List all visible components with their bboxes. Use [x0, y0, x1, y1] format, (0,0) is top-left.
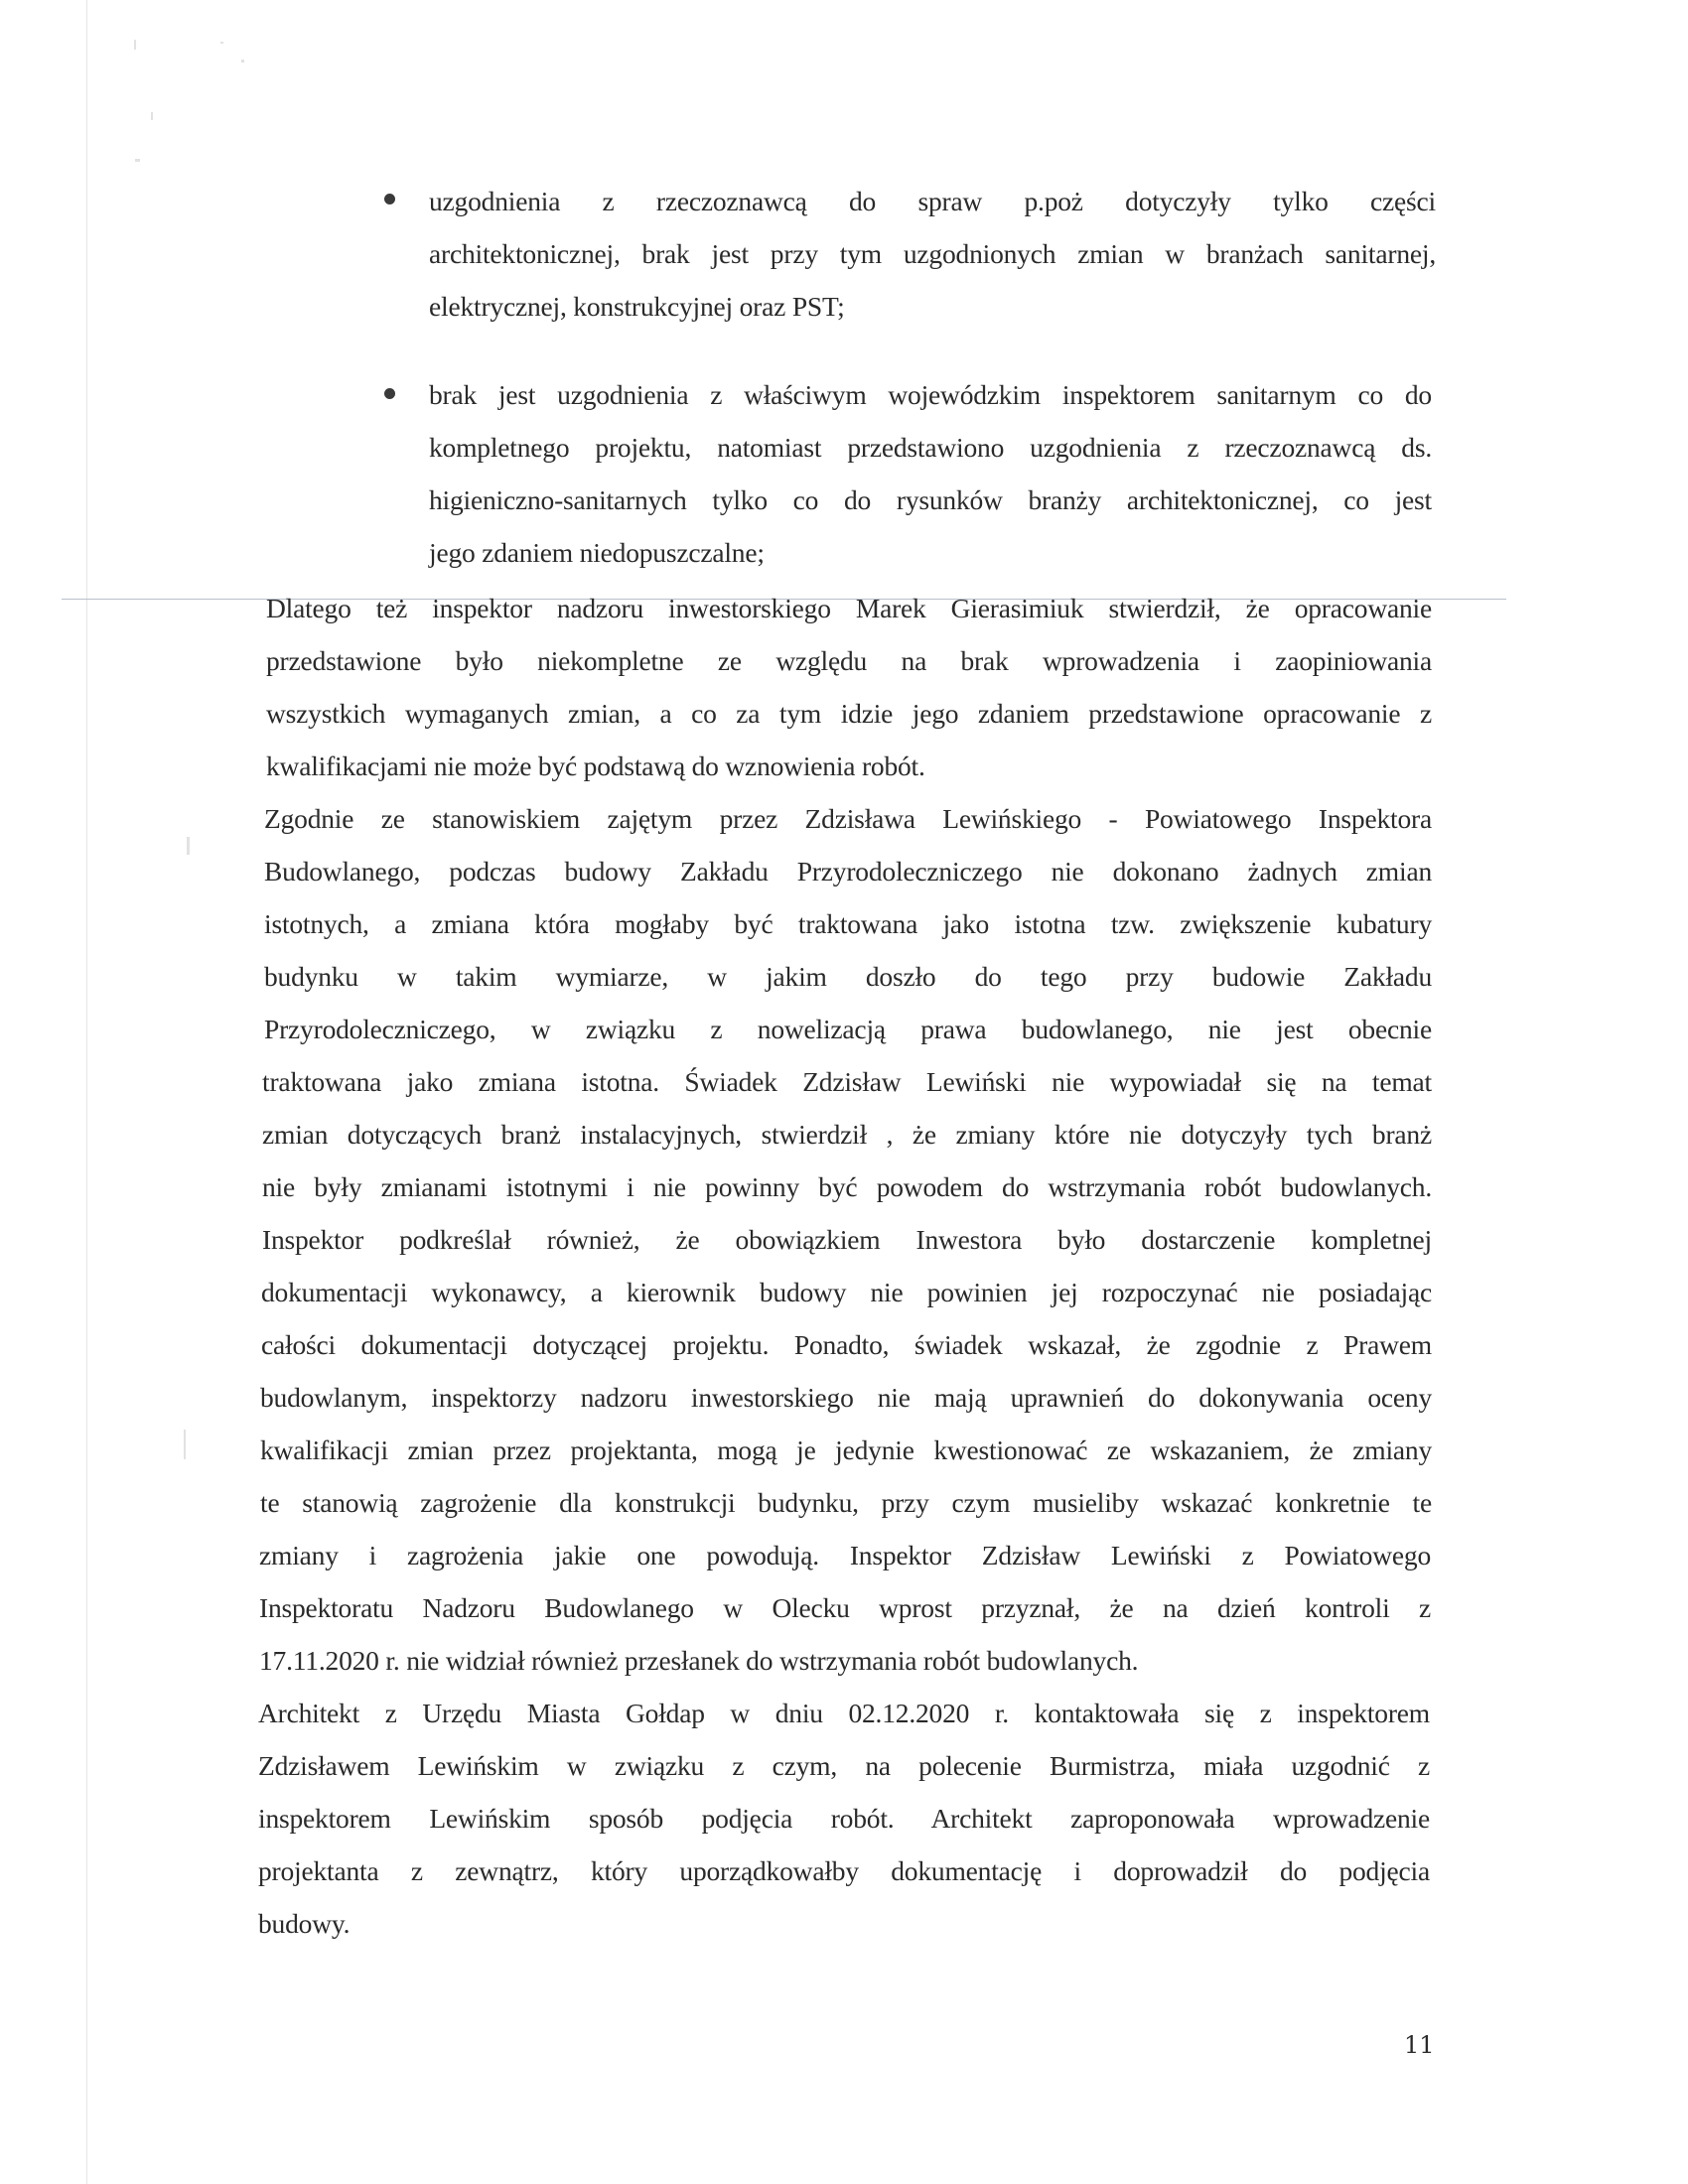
text-line: Inspektoratu Nadzoru Budowlanego w Olecku wprost przyznał, że na dzień kontroli z	[259, 1592, 1431, 1623]
text-line: Inspektor podkreślał również, że obowiązkiem Inwestora było dostarczenie kompletnej	[262, 1224, 1432, 1255]
text-line: Architekt z Urzędu Miasta Gołdap w dniu 02.12.2020 r. kontaktowała się z inspektorem	[258, 1698, 1430, 1728]
text-line: budowlanym, inspektorzy nadzoru inwestorskiego nie mają uprawnień do dokonywania oceny	[260, 1382, 1432, 1413]
text-line: Zgodnie ze stanowiskiem zajętym przez Zdzisława Lewińskiego - Powiatowego Inspektora	[264, 803, 1432, 834]
text-line: elektrycznej, konstrukcyjnej oraz PST;	[429, 291, 845, 322]
text-line: dokumentacji wykonawcy, a kierownik budowy nie powinien jej rozpoczynać nie posiadając	[261, 1277, 1432, 1307]
text-line: Zdzisławem Lewińskim w związku z czym, na polecenie Burmistrza, miała uzgodnić z	[258, 1750, 1430, 1781]
bullet-icon	[384, 388, 395, 399]
text-line: budynku w takim wymiarze, w jakim doszło do tego przy budowie Zakładu	[264, 961, 1432, 992]
text-line: brak jest uzgodnienia z właściwym wojewódzkim inspektorem sanitarnym co do	[429, 379, 1432, 410]
text-line: Przyrodoleczniczego, w związku z nowelizacją prawa budowlanego, nie jest obecnie	[264, 1014, 1432, 1044]
scan-speck	[134, 40, 136, 50]
text-line: projektanta z zewnątrz, który uporządkowałby dokumentację i doprowadził do podjęcia	[258, 1855, 1430, 1886]
text-line: jego zdaniem niedopuszczalne;	[429, 537, 765, 568]
text-line: kwalifikacjami nie może być podstawą do wznowienia robót.	[266, 751, 925, 781]
scan-speck	[135, 159, 140, 162]
text-line: kompletnego projektu, natomiast przedstawiono uzgodnienia z rzeczoznawcą ds.	[429, 432, 1432, 463]
text-line: Dlatego też inspektor nadzoru inwestorskiego Marek Gierasimiuk stwierdził, że opracowanie	[266, 593, 1432, 623]
bullet-icon	[384, 194, 395, 205]
text-line: całości dokumentacji dotyczącej projektu. Ponadto, świadek wskazał, że zgodnie z Prawem	[261, 1329, 1432, 1360]
text-line: 17.11.2020 r. nie widział również przesłanek do wstrzymania robót budowlanych.	[259, 1645, 1139, 1676]
text-line: kwalifikacji zmian przez projektanta, mogą je jedynie kwestionować ze wskazaniem, że zmiany	[260, 1434, 1432, 1465]
page-number: 11	[1404, 2031, 1435, 2059]
text-line: te stanowią zagrożenie dla konstrukcji budynku, przy czym musieliby wskazać konkretnie te	[260, 1487, 1432, 1518]
scan-speck	[187, 837, 190, 855]
text-line: uzgodnienia z rzeczoznawcą do spraw p.poż dotyczyły tylko części	[429, 186, 1436, 216]
scan-speck	[241, 60, 244, 63]
text-line: przedstawione było niekompletne ze względu na brak wprowadzenia i zaopiniowania	[266, 645, 1432, 676]
scan-speck	[220, 42, 223, 44]
text-line: higieniczno-sanitarnych tylko co do rysunków branży architektonicznej, co jest	[429, 484, 1432, 515]
scan-speck	[151, 112, 153, 120]
text-line: inspektorem Lewińskim sposób podjęcia robót. Architekt zaproponowała wprowadzenie	[258, 1803, 1430, 1834]
text-line: zmian dotyczących branż instalacyjnych, stwierdził , że zmiany które nie dotyczyły tych branż	[262, 1119, 1432, 1150]
text-line: architektonicznej, brak jest przy tym uzgodnionych zmian w branżach sanitarnej,	[429, 238, 1436, 269]
text-line: traktowana jako zmiana istotna. Świadek Zdzisław Lewiński nie wypowiadał się na temat	[262, 1066, 1432, 1097]
text-line: wszystkich wymaganych zmian, a co za tym idzie jego zdaniem przedstawione opracowanie z	[266, 698, 1432, 729]
text-line: Budowlanego, podczas budowy Zakładu Przyrodoleczniczego nie dokonano żadnych zmian	[264, 856, 1432, 887]
text-line: nie były zmianami istotnymi i nie powinny być powodem do wstrzymania robót budowlanych.	[262, 1171, 1432, 1202]
scan-speck	[184, 1430, 186, 1459]
scan-edge-line	[86, 0, 87, 2184]
text-line: zmiany i zagrożenia jakie one powodują. Inspektor Zdzisław Lewiński z Powiatowego	[259, 1540, 1431, 1570]
text-line: istotnych, a zmiana która mogłaby być traktowana jako istotna tzw. zwiększenie kubatury	[264, 908, 1432, 939]
text-line: budowy.	[258, 1908, 351, 1939]
